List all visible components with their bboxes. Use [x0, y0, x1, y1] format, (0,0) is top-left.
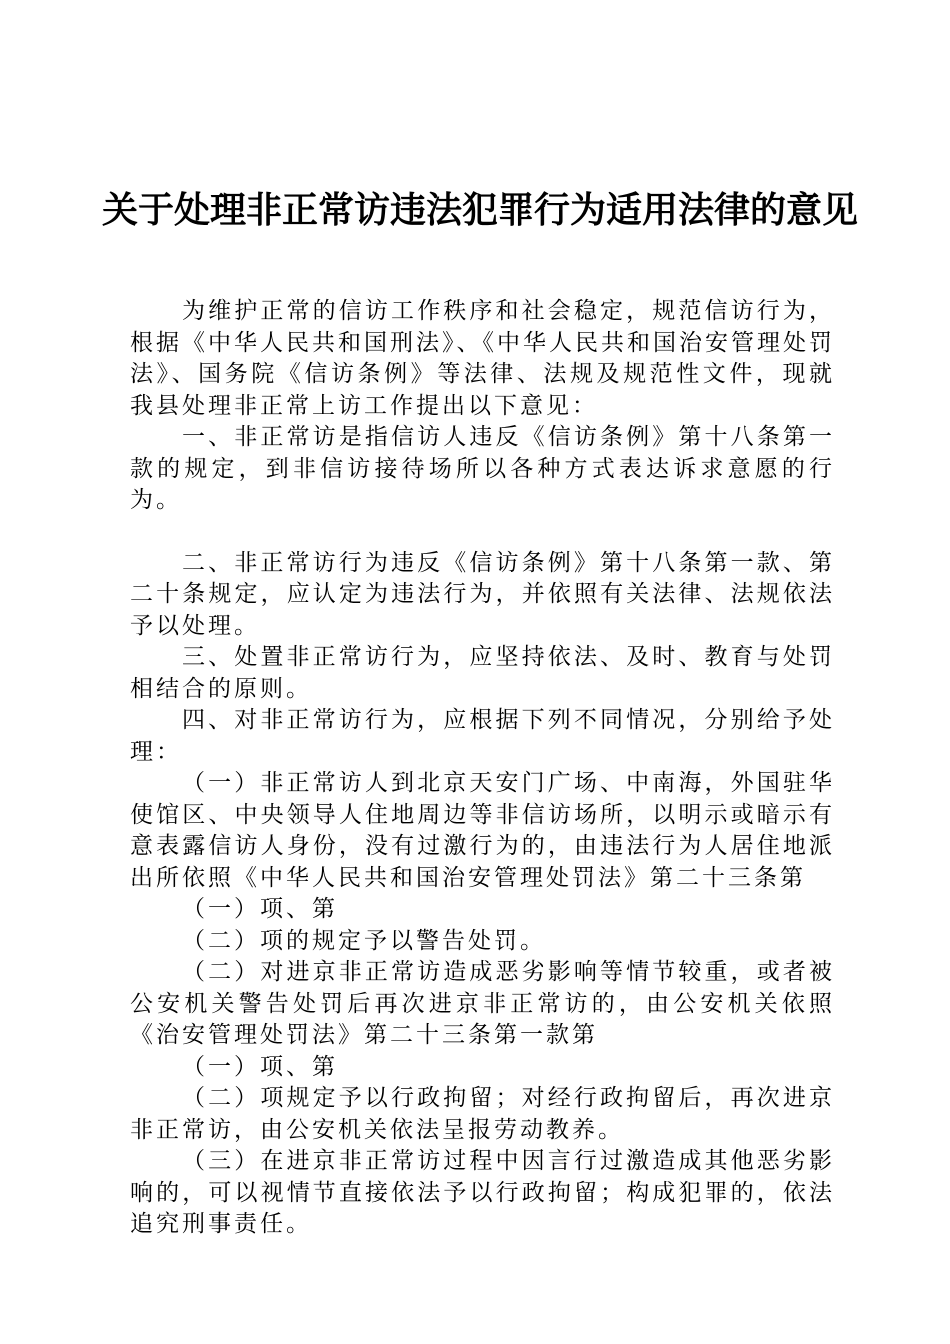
- paragraph-sub-3: （三）在进京非正常访过程中因言行过激造成其他恶劣影响的，可以视情节直接依法予以行政拘留；构成犯罪的，依法追究刑事责任。: [130, 1148, 835, 1237]
- paragraph-sub-2: （二）对进京非正常访造成恶劣影响等情节较重，或者被公安机关警告处罚后再次进京非正常访的，由公安机关依照《治安管理处罚法》第二十三条第一款第: [130, 959, 835, 1048]
- paragraph-sub-1-a: （一）项、第: [182, 896, 338, 922]
- paragraph-sub-1: （一）非正常访人到北京天安门广场、中南海，外国驻华使馆区、中央领导人住地周边等非信访场所，以明示或暗示有意表露信访人身份，没有过激行为的，由违法行为人居住地派出所依照《中华人民共和国治安管理处罚法》第二十三条第: [130, 770, 835, 891]
- paragraph-sub-2-b: （二）项规定予以行政拘留；对经行政拘留后，再次进京非正常访，由公安机关依法呈报劳动教养。: [130, 1085, 835, 1143]
- document-title: 关于处理非正常访违法犯罪行为适用法律的意见: [101, 190, 858, 231]
- paragraph-intro: 为维护正常的信访工作秩序和社会稳定，规范信访行为，根据《中华人民共和国刑法》、《中华人民共和国治安管理处罚法》、国务院《信访条例》等法律、法规及规范性文件，现就我县处理非正常上访工作提出以下意见：: [130, 298, 835, 419]
- paragraph-item-3: 三、处置非正常访行为，应坚持依法、及时、教育与处罚相结合的原则。: [130, 644, 835, 702]
- document-body: [130, 296, 835, 1241]
- paragraph-item-2: 二、非正常访行为违反《信访条例》第十八条第一款、第二十条规定，应认定为违法行为，并依照有关法律、法规依法予以处理。: [130, 549, 835, 639]
- blank-line: [130, 517, 835, 548]
- paragraph-sub-2-a: （一）项、第: [182, 1053, 338, 1080]
- paragraph-item-4: 四、对非正常访行为，应根据下列不同情况，分别给予处理：: [130, 707, 835, 765]
- paragraph-sub-1-b: （二）项的规定予以警告处罚。: [182, 927, 546, 954]
- paragraph-item-1: 一、非正常访是指信访人违反《信访条例》第十八条第一款的规定，到非信访接待场所以各种方式表达诉求意愿的行为。: [130, 424, 835, 513]
